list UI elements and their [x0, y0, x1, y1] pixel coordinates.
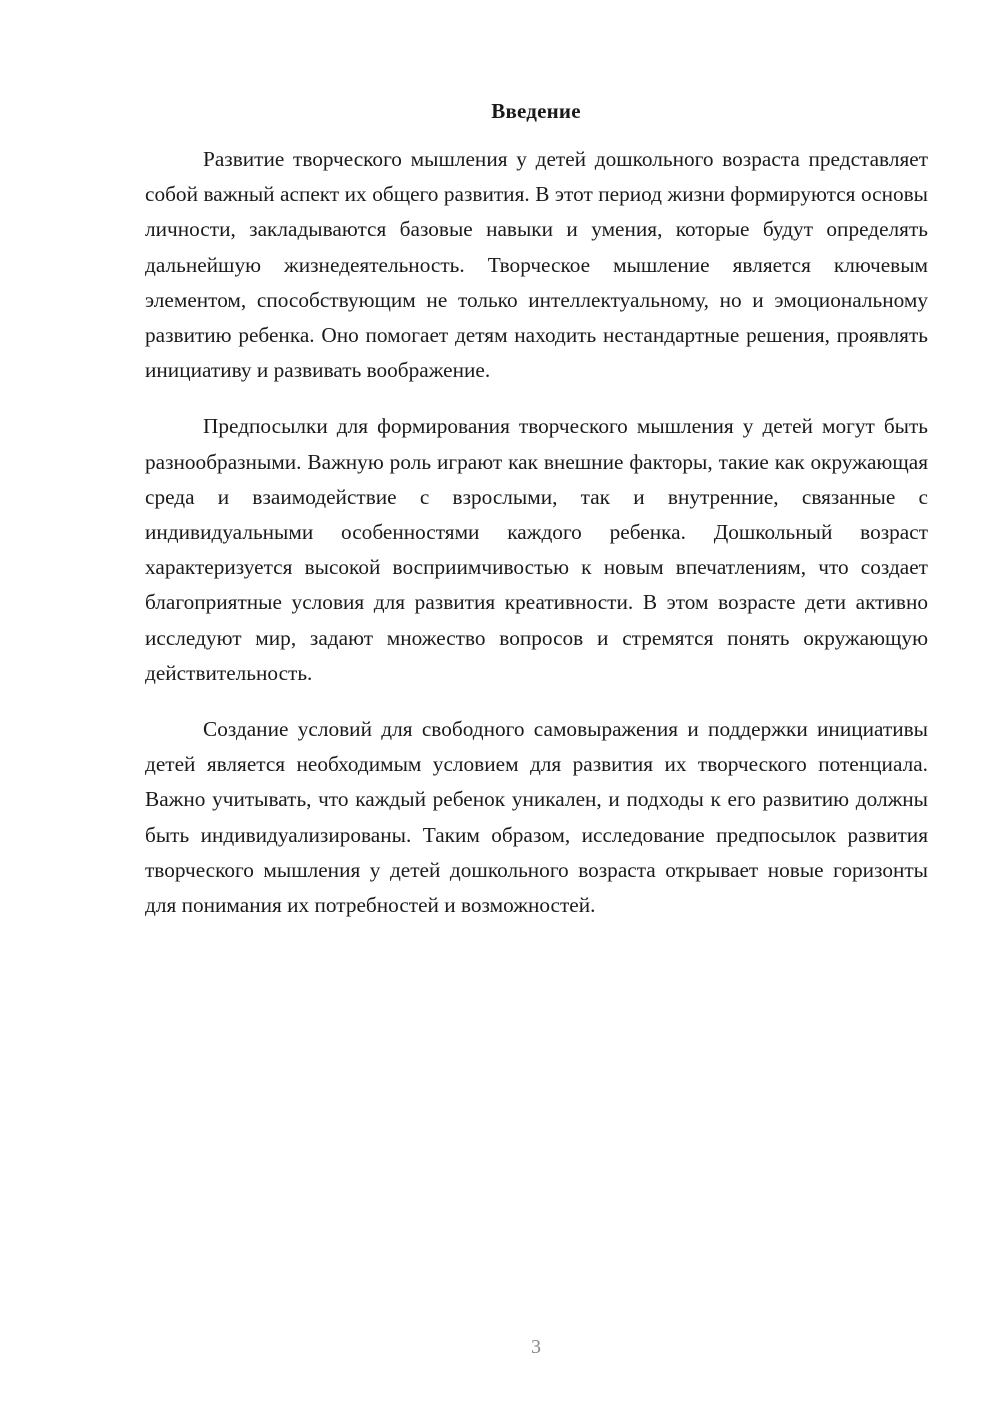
paragraph-1: Развитие творческого мышления у детей дошкольного возраста представляет собой важный аспект их общего развития. В этот период жизни формируются основы личности, закладываются базовые навыки и умения, которые будут определять дальнейшую жизнедеятельность. Творческое мышление является ключевым элементом, способствующим не только интеллектуальному, но и эмоциональному развитию ребенка. Оно помогает детям находить нестандартные решения, проявлять инициативу и развивать воображение.: [145, 147, 928, 383]
page-title: Введение: [491, 99, 581, 123]
page-number: 3: [531, 1336, 541, 1358]
paragraph-2: Предпосылки для формирования творческого мышления у детей могут быть разнообразными. Важную роль играют как внешние факторы, такие как окружающая среда и взаимодействие с взрослыми, так и внутренние, связанные с индивидуальными особенностями каждого ребенка. Дошкольный возраст характеризуется высокой восприимчивостью к новым впечатлениям, что создает благоприятные условия для развития креативности. В этом возрасте дети активно исследуют мир, задают множество вопросов и стремятся понять окружающую действительность.: [145, 414, 928, 685]
paragraph-3: Создание условий для свободного самовыражения и поддержки инициативы детей является необходимым условием для развития их творческого потенциала. Важно учитывать, что каждый ребенок уникален, и подходы к его развитию должны быть индивидуализированы. Таким образом, исследование предпосылок развития творческого мышления у детей дошкольного возраста открывает новые горизонты для понимания их потребностей и возможностей.: [145, 717, 928, 918]
body-text: [145, 142, 928, 923]
